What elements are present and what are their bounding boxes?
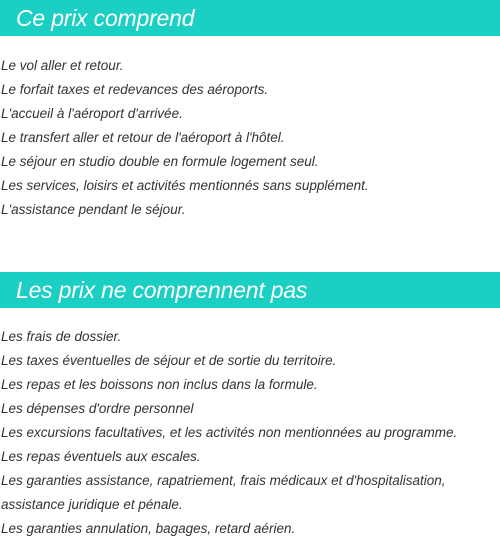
included-item: Le vol aller et retour.: [1, 58, 124, 73]
excluded-item: Les taxes éventuelles de séjour et de sortie du territoire.: [1, 353, 337, 368]
excluded-item: Les repas éventuels aux escales.: [1, 449, 201, 464]
excluded-item: Les frais de dossier.: [1, 329, 122, 344]
included-items-list: [0, 54, 500, 222]
included-item: Le transfert aller et retour de l'aéroport à l'hôtel.: [1, 130, 285, 145]
included-item: L'accueil à l'aéroport d'arrivée.: [1, 106, 183, 121]
excluded-item: Les garanties assistance, rapatriement, frais médicaux et d'hospitalisation, assistance juridique et pénale.: [1, 473, 446, 512]
excluded-item: Les dépenses d'ordre personnel: [1, 401, 194, 416]
included-section-header: [0, 0, 500, 36]
included-section-title: Ce prix comprend: [16, 5, 195, 31]
included-item: L'assistance pendant le séjour.: [1, 202, 186, 217]
included-item: Le forfait taxes et redevances des aéroports.: [1, 82, 269, 97]
excluded-section-header: [0, 272, 500, 308]
excluded-item: Les garanties annulation, bagages, retard aérien.: [1, 521, 296, 536]
included-item: Les services, loisirs et activités mentionnés sans supplément.: [1, 178, 369, 193]
excluded-item: Les repas et les boissons non inclus dans la formule.: [1, 377, 318, 392]
excluded-items-list: [0, 325, 500, 541]
included-item: Le séjour en studio double en formule logement seul.: [1, 154, 319, 169]
excluded-section-title: Les prix ne comprennent pas: [16, 277, 308, 303]
excluded-item: Les excursions facultatives, et les activités non mentionnées au programme.: [1, 425, 458, 440]
